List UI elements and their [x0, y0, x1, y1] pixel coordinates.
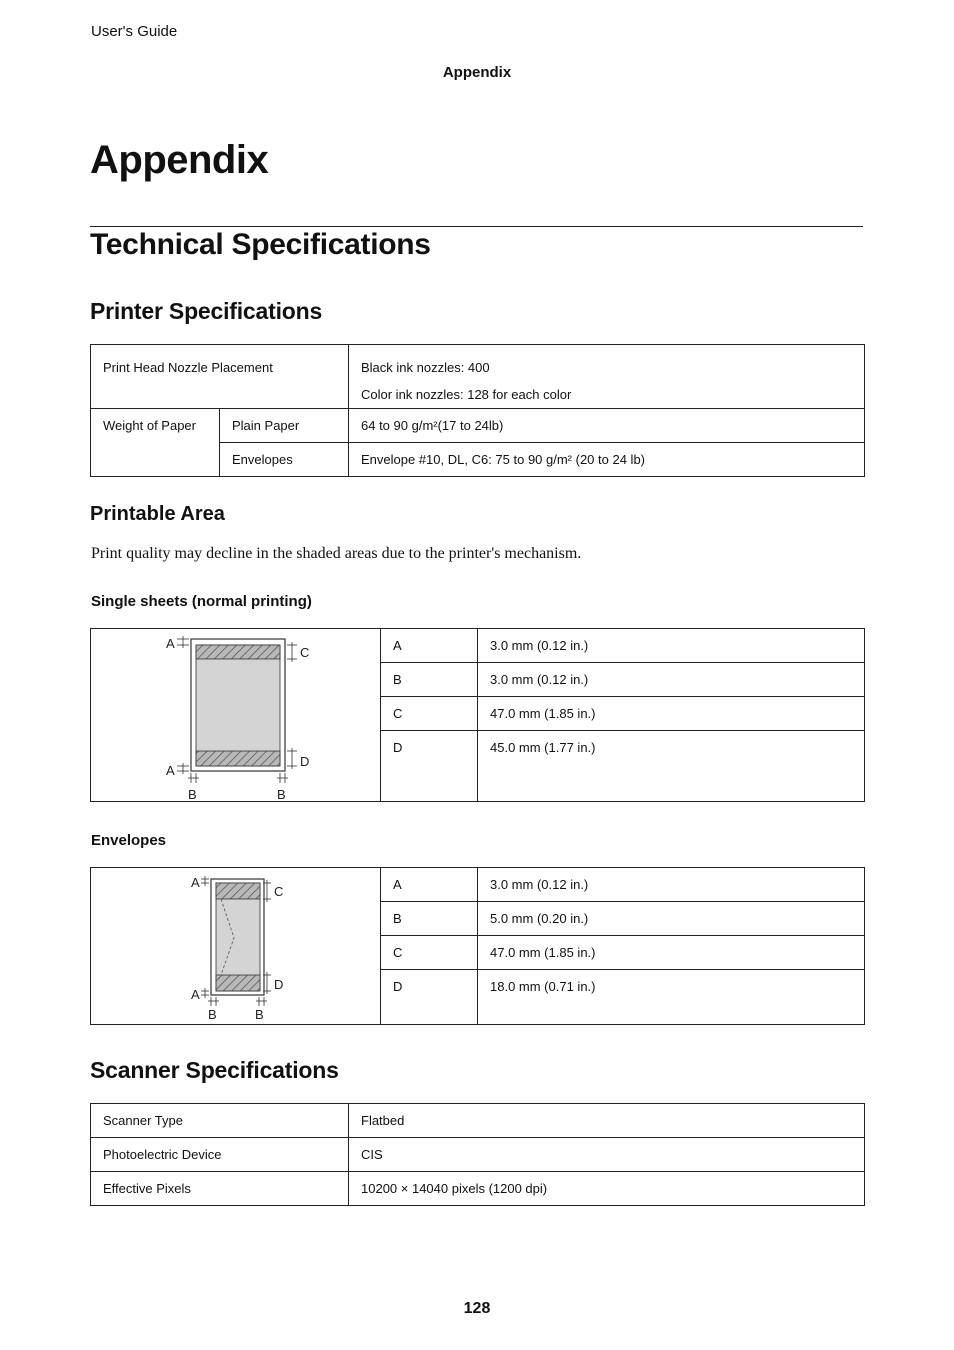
- single-sheet-diagram-cell: [91, 629, 381, 802]
- label-a-bottom: A: [166, 763, 175, 778]
- single-key-a: A: [381, 629, 478, 663]
- scanner-specifications-heading: Scanner Specifications: [90, 1057, 339, 1083]
- label-d: D: [300, 754, 310, 769]
- page-title: Appendix: [90, 138, 269, 182]
- weight-label: Weight of Paper: [91, 409, 220, 477]
- table-row: [91, 868, 865, 902]
- top-shaded-area: [196, 645, 280, 659]
- table-row: [91, 629, 865, 663]
- page-number: 128: [463, 1300, 491, 1317]
- env-key-a: A: [381, 868, 478, 902]
- env-key-d: D: [381, 970, 478, 1025]
- title-divider: [90, 226, 863, 227]
- scanner-key-2: Effective Pixels: [91, 1172, 349, 1206]
- plain-paper-value: 64 to 90 g/m²(17 to 24lb): [349, 409, 865, 443]
- env-label-d: D: [274, 977, 284, 992]
- plain-paper-label: Plain Paper: [220, 409, 349, 443]
- scanner-spec-table: [90, 1103, 865, 1206]
- table-row: [91, 1104, 865, 1138]
- printable-area-note: Print quality may decline in the shaded areas due to the printer's mechanism.: [91, 545, 582, 562]
- envelope-bottom-shaded: [216, 975, 260, 991]
- single-value-a: 3.0 mm (0.12 in.): [478, 629, 865, 663]
- envelopes-label: Envelopes: [220, 443, 349, 477]
- env-label-a-top: A: [191, 875, 200, 890]
- scanner-value-1: CIS: [349, 1138, 865, 1172]
- env-value-d: 18.0 mm (0.71 in.): [478, 970, 865, 1025]
- env-label-c: C: [274, 884, 284, 899]
- single-value-c: 47.0 mm (1.85 in.): [478, 697, 865, 731]
- single-sheets-heading: Single sheets (normal printing): [91, 593, 312, 610]
- single-value-d: 45.0 mm (1.77 in.): [478, 731, 865, 802]
- single-key-d: D: [381, 731, 478, 802]
- env-key-c: C: [381, 936, 478, 970]
- nozzle-black: Black ink nozzles: 400: [361, 360, 490, 375]
- envelopes-heading: Envelopes: [91, 832, 167, 849]
- envelope-diagram: [91, 868, 380, 1025]
- scanner-value-2: 10200 × 14040 pixels (1200 dpi): [349, 1172, 865, 1206]
- label-c: C: [300, 645, 310, 660]
- label-a-top: A: [166, 636, 175, 651]
- label-b-right: B: [277, 787, 286, 802]
- nozzle-values: [349, 345, 865, 409]
- scanner-key-1: Photoelectric Device: [91, 1138, 349, 1172]
- bottom-shaded-area: [196, 751, 280, 766]
- printable-area: [196, 645, 280, 766]
- envelopes-table: [90, 867, 865, 1025]
- printable-area-heading: Printable Area: [90, 503, 225, 525]
- single-key-c: C: [381, 697, 478, 731]
- scanner-value-0: Flatbed: [349, 1104, 865, 1138]
- table-row: [91, 1138, 865, 1172]
- envelope-diagram-cell: [91, 868, 381, 1025]
- label-b-left: B: [188, 787, 197, 802]
- env-value-c: 47.0 mm (1.85 in.): [478, 936, 865, 970]
- env-value-a: 3.0 mm (0.12 in.): [478, 868, 865, 902]
- single-sheet-diagram: [91, 629, 380, 803]
- nozzle-label: Print Head Nozzle Placement: [91, 345, 349, 409]
- table-row: [91, 345, 865, 409]
- section-header: Appendix: [442, 64, 512, 81]
- table-row: [91, 1172, 865, 1206]
- scanner-key-0: Scanner Type: [91, 1104, 349, 1138]
- envelope-top-shaded: [216, 883, 260, 899]
- env-value-b: 5.0 mm (0.20 in.): [478, 902, 865, 936]
- technical-specifications-heading: Technical Specifications: [90, 228, 431, 261]
- guide-header: User's Guide: [91, 23, 178, 40]
- env-label-b-left: B: [208, 1007, 217, 1022]
- env-key-b: B: [381, 902, 478, 936]
- single-key-b: B: [381, 663, 478, 697]
- printer-spec-table: [90, 344, 865, 477]
- env-label-a-bottom: A: [191, 987, 200, 1002]
- printer-specifications-heading: Printer Specifications: [90, 298, 323, 324]
- table-row: [91, 409, 865, 443]
- envelopes-value: Envelope #10, DL, C6: 75 to 90 g/m² (20 to 24 lb): [349, 443, 865, 477]
- single-sheets-table: [90, 628, 865, 802]
- nozzle-color: Color ink nozzles: 128 for each color: [361, 387, 572, 402]
- env-label-b-right: B: [255, 1007, 264, 1022]
- single-value-b: 3.0 mm (0.12 in.): [478, 663, 865, 697]
